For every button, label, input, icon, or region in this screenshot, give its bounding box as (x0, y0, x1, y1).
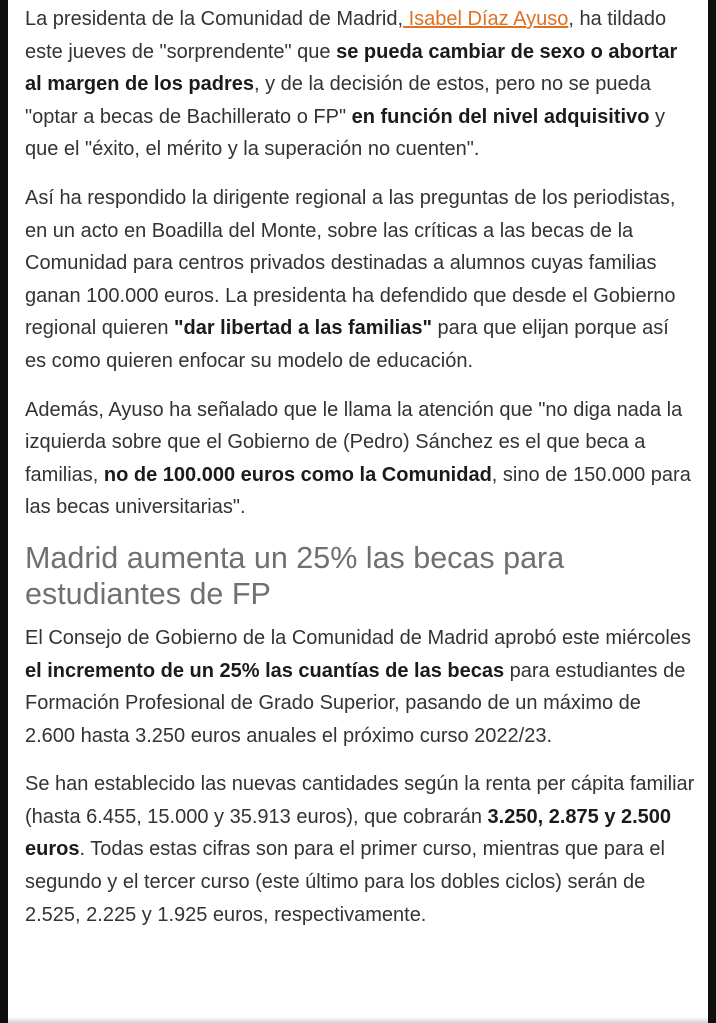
paragraph-text: La presidenta de la Comunidad de Madrid, (25, 8, 404, 30)
bold-text: se pueda cambiar de sexo o abortar al margen de los padres (25, 40, 678, 96)
bold-text: en función del nivel adquisitivo (351, 105, 650, 128)
bold-text: no de 100.000 euros como la Comunidad (103, 463, 492, 486)
article-paragraph-3 (25, 394, 695, 524)
section-heading: Madrid aumenta un 25% las becas para estudiantes de FP (25, 540, 565, 611)
paragraph-text: , y de la decisión de estos, pero no se pueda "optar a becas de Bachillerato o FP" (25, 73, 651, 128)
bold-text: "dar libertad a las familias" (174, 317, 432, 340)
paragraph-text: El Consejo de Gobierno de la Comunidad de Madrid aprobó este miércoles (25, 626, 691, 649)
article-paragraph-1 (25, 3, 695, 166)
paragraph-text: Además, Ayuso ha señalado que le llama la atención que "no diga nada la izquierda sobre que el Gobierno de (Pedro) Sánchez es el que beca a familias, (25, 398, 683, 486)
bold-text: 3.250, 2.875 y 2.500 euros (25, 805, 672, 861)
paragraph-text: , ha tildado este jueves de "sorprendente" que (25, 8, 667, 63)
article-body (25, 0, 695, 947)
paragraph-text: y que el "éxito, el mérito y la superación no cuenten". (25, 105, 665, 161)
bold-text: el incremento de un 25% las cuantías de las becas (25, 659, 505, 682)
paragraph-text: . Todas estas cifras son para el primer curso, mientras que para el segundo y el tercer curso (este último para los dobles ciclos) serán de 2.525, 2.225 y 1.925 euros, respectivamente. (25, 838, 665, 926)
article-paragraph-4 (25, 622, 695, 752)
page-frame (8, 0, 708, 1023)
article-paragraph-5 (25, 768, 695, 931)
paragraph-text: para que elijan porque así es como quieren enfocar su modelo de educación. (25, 317, 669, 372)
paragraph-text: Se han establecido las nuevas cantidades según la renta per cápita familiar (hasta 6.455, 15.000 y 35.913 euros), que cobrarán (25, 773, 695, 828)
paragraph-text: para estudiantes de Formación Profesional de Grado Superior, pasando de un máximo de 2.600 hasta 3.250 euros anuales el próximo curso 2022/23. (25, 659, 686, 747)
bottom-edge-shadow (8, 1017, 708, 1023)
article-paragraph-2 (25, 182, 695, 378)
paragraph-text: , sino de 150.000 para las becas universitarias". (25, 463, 691, 519)
paragraph-text: Así ha respondido la dirigente regional a las preguntas de los periodistas, en un acto en Boadilla del Monte, sobre las críticas a las becas de la Comunidad para centros privados destinadas a alumnos cuyas familias ganan 100.000 euros. La presidenta ha defendido que desde el Gobierno regional quieren (25, 186, 676, 340)
isabel-diaz-ayuso-link[interactable]: Isabel Díaz Ayuso (403, 8, 569, 30)
